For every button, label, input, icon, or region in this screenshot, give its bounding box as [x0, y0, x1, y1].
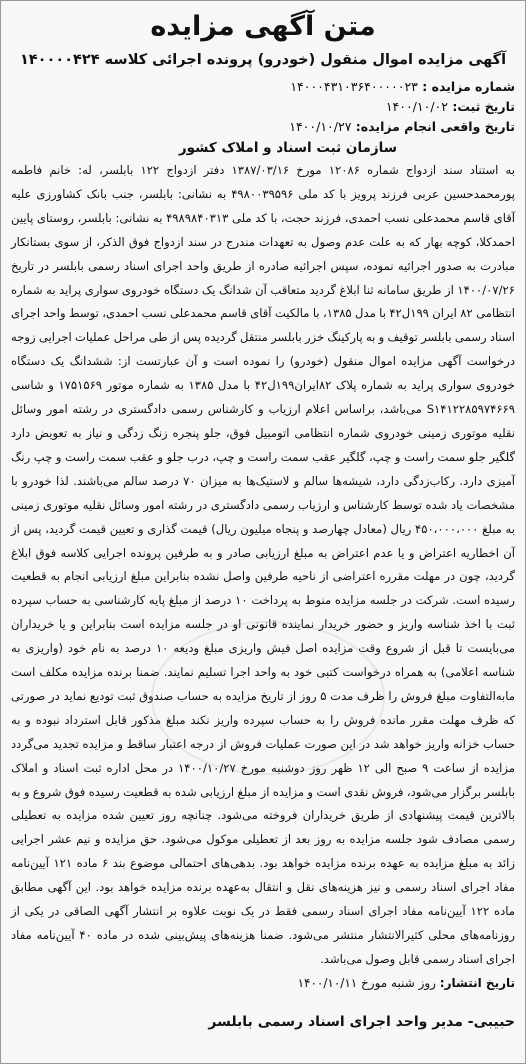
publication-date-label: تاریخ انتشار: [439, 975, 515, 990]
signature: حبیبی- مدیر واحد اجرای اسناد رسمی بابلسر [208, 1013, 515, 1030]
notice-subtitle: آگهی مزایده اموال منقول (خودرو) پرونده اجرائی کلاسه ۱۴۰۰۰۰۴۲۴ [19, 52, 507, 68]
actual-date-value: ۱۴۰۰/۱۰/۲۷ [289, 119, 352, 134]
notice-body: به استناد سند ازدواج شماره ۱۲۰۸۶ مورخ ۱۳۸۷/۰۳/۱۶ دفتر ازدواج ۱۲۲ بابلسر، له: خانم فاطمه پورمحمدحسین عربی فرزند پرویز با کد ملی ۴۹۸۰۰۳۹۵۹۶ به نشانی: بابلسر، جنب بانک کشاورزی علیه آقای قاسم محمدعلی نسب احمدی، فرزند حجت، با کد ملی ۴۹۸۹۸۴۰۳۱۳ به نشانی: بابلسر، روستای پایین احمدکلا، کوچه بهار که به علت عدم وصول به تعهدات مندرج در سند ازدواج فوق الذکر، از سوی بستانکار مبادرت به صدور اجرائیه نموده، سپس اجرائیه صادره از طریق واحد اجرای اسناد رسمی بابلسر در تاریخ ۱۴۰۰/۰۷/۲۶ از طریق سامانه ثنا ابلاغ گردید متعاقب آن شدانگ یک دستگاه خودروی سواری پراید به شماره انتظامی ۸۲ ایران ۱۹۹ل۴۲ با مدل ۱۳۸۵، با مالکیت آقای قاسم محمدعلی نسب احمدی، توسط واحد اجرای اسناد رسمی بابلسر توقیف و به پارکینگ خزر بابلسر منتقل گردیده پس از طی مراحل عملیات اجرایی زوجه درخواست آگهی مزایده اموال منقول (خودرو) را نموده است و آن عبارتست از: ششدانگ یک دستگاه خودروی سواری پراید به شماره پلاک ۸۲ایران۱۹۹ل۴۲ با مدل ۱۳۸۵ به شماره موتور ۱۷۵۱۵۶۹ و شاسی S۱۴۱۲۲۸۵۹۷۴۶۶۹ می‌باشد، براساس اعلام ارزیاب و کارشناس رسمی دادگستری در رشته امور وسائل نقلیه موتوری زمینی خودروی شماره انتظامی اتومبیل فوق، جلو پنجره زنگ زدگی و نیاز به تعویض دارد گلگیر جلو سمت راست و چپ، گلگیر عقب سمت راست و چپ، درب جلو و عقب سمت راست و چپ رنگ آمیزی دارد. رکاب‌زدگی دارد، شیشه‌ها سالم و لاستیک‌ها به میزان ۷۰ درصد سالم می‌باشند. لذا خودرو با مشخصات یاد شده توسط کارشناس و ارزیاب رسمی دادگستری در رشته امور وسائل نقلیه موتوری زمینی به مبلغ ۴۵۰،۰۰۰،۰۰۰ ریال (معادل چهارصد و پنجاه میلیون ریال) قیمت گذاری و تعیین قیمت گردید، پس از آن اخطاریه اعتراض و یا عدم اعتراض به مبلغ ارزیابی صادر و به طرفین پرونده اجرایی کلاسه فوق ابلاغ گردید، چون در مهلت مقرره اعتراضی از ناحیه طرفین واصل نشده بنابراین مبلغ ارزیابی انجام به قطعیت رسیده است. شرکت در جلسه مزایده منوط به پرداخت ۱۰ درصد از مبلغ پایه کارشناسی به حساب سپرده ثبت با اخذ شناسه واریز و حضور خریدار نماینده قانونی او در جلسه مزایده است بنابراین و یا خریداران می‌بایست تا قبل از شروع وقت مزایده اصل فیش واریزی مبلغ ودیعه ۱۰ درصد به نام خود (واریزی به شناسه اعلامی) به همراه درخواست کتبی خود به واحد اجرا تسلیم نمایند. ضمنا برنده مزایده مکلف است مابه‌التفاوت مبلغ فروش را ظرف مدت ۵ روز از تاریخ مزایده به حساب صندوق ثبت تودیع نماید در صورتی که ظرف مهلت مقرر مانده فروش را به حساب سپرده واریز نکند مبلغ مذکور قابل استرداد نبوده و به حساب خزانه واریز خواهد شد در این صورت عملیات فروش از درجه اعتبار ساقط و مزایده تجدید می‌گردد مزایده از ساعت ۹ صبح الی ۱۲ ظهر روز دوشنبه مورخ ۱۴۰۰/۱۰/۲۷ در محل اداره ثبت اسناد و املاک بابلسر برگزار می‌شود، فروش نقدی است و مزایده از مبلغ ارزیابی شده به قطعیت رسیده فوق شروع و به بالاترین قیمت پیشنهادی از طریق خریداران فروخته می‌شود. چنانچه روز تعیین شده مزایده به تعطیلی رسمی مصادف شود جلسه مزایده به روز بعد از تعطیلی موکول می‌شود. حق مزایده و نیم عشر اجرایی زائد به مبلغ مزایده به عهده برنده مزایده خواهد بود. بدهی‌های احتمالی موضوع بند ۶ ماده ۱۲۱ آیین‌نامه مفاد اجرای اسناد رسمی و نیز هزینه‌های نقل و انتقال به‌عهده برنده مزایده خواهد بود. این آگهی مطابق ماده ۱۲۲ آیین‌نامه مفاد اجرای اسناد رسمی فقط در یک نوبت علاوه بر انتشار آگهی الصاقی در یکی از روزنامه‌های محلی کثیرالانتشار منتشر می‌شود. ضمنا هزینه‌های پیش‌بینی شده در ماده ۴۰ آیین‌نامه مفاد اجرای اسناد رسمی قابل وصول می‌باشد. [11, 163, 516, 966]
auction-number-line [11, 77, 515, 97]
actual-date-label: تاریخ واقعی انجام مزایده: [355, 119, 515, 134]
publication-date-line [11, 972, 515, 994]
registration-date-value: ۱۴۰۰/۱۰/۰۲ [385, 99, 448, 114]
registration-date-line [11, 97, 515, 117]
auction-number-value: ۱۴۰۰۰۴۳۱۰۳۶۴۰۰۰۰۰۲۳ [290, 79, 418, 94]
notice-title: متن آگهی مزایده [150, 11, 376, 42]
registration-date-label: تاریخ ثبت: [452, 99, 515, 114]
auction-number-label: شماره مزایده : [422, 79, 515, 94]
publication-date-value: روز شنبه مورخ ۱۴۰۰/۱۰/۱۱ [297, 975, 436, 990]
actual-date-line [11, 117, 515, 137]
organization-name: سازمان ثبت اسناد و املاک کشور [178, 140, 397, 156]
